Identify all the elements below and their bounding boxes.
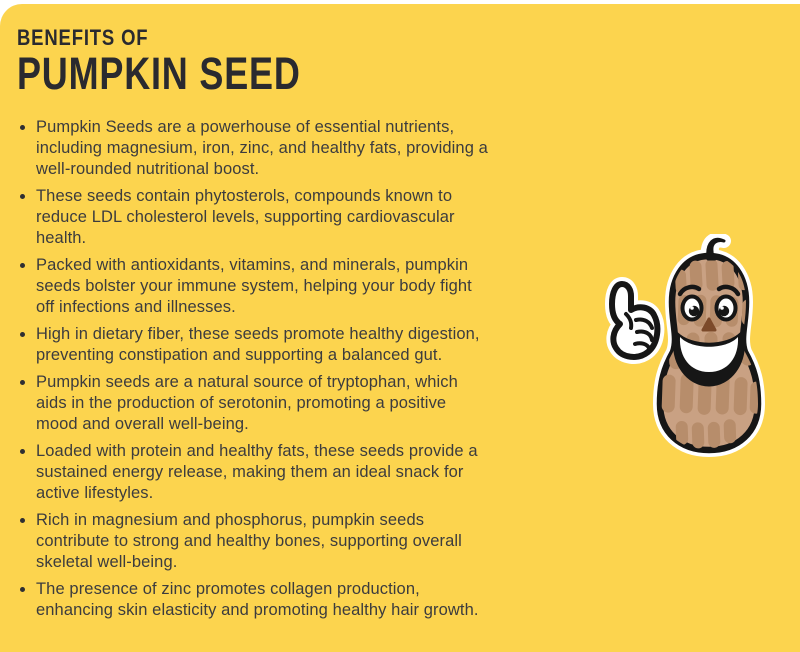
benefits-list <box>17 117 582 627</box>
peanut-mascot-icon <box>592 234 778 462</box>
list-item <box>17 441 582 504</box>
benefit-text: The presence of zinc promotes collagen production, enhancing skin elasticity and promoting healthy hair growth. <box>36 580 479 619</box>
bullet-dot <box>20 587 25 592</box>
benefits-card <box>0 4 800 652</box>
benefit-text: Pumpkin Seeds are a powerhouse of essential nutrients, including magnesium, iron, zinc, and healthy fats, providing a well-rounded nutritional boost. <box>36 118 488 178</box>
bullet-dot <box>20 263 25 268</box>
list-item <box>17 510 582 573</box>
bullet-dot <box>20 125 25 130</box>
bullet-dot <box>20 194 25 199</box>
list-item <box>17 324 582 366</box>
list-item <box>17 579 582 621</box>
benefit-text: Rich in magnesium and phosphorus, pumpkin seeds contribute to strong and healthy bones, supporting overall skeletal well-being. <box>36 511 462 571</box>
benefit-text: Packed with antioxidants, vitamins, and minerals, pumpkin seeds bolster your immune system, helping your body fight off infections and illnesses. <box>36 256 472 316</box>
list-item <box>17 372 582 435</box>
benefit-text: Pumpkin seeds are a natural source of tryptophan, which aids in the production of serotonin, promoting a positive mood and overall well-being. <box>36 373 458 433</box>
benefit-text: These seeds contain phytosterols, compounds known to reduce LDL cholesterol levels, supporting cardiovascular health. <box>36 187 455 247</box>
kicker: BENEFITS OF <box>17 25 149 50</box>
benefit-text: Loaded with protein and healthy fats, these seeds provide a sustained energy release, making them an ideal snack for active lifestyles. <box>36 442 478 502</box>
list-item <box>17 117 582 180</box>
bullet-dot <box>20 380 25 385</box>
benefit-text: High in dietary fiber, these seeds promote healthy digestion, preventing constipation and supporting a balanced gut. <box>36 325 480 364</box>
bullet-dot <box>20 518 25 523</box>
bullet-dot <box>20 449 25 454</box>
page-title: PUMPKIN SEED <box>17 48 301 99</box>
list-item <box>17 186 582 249</box>
list-item <box>17 255 582 318</box>
bullet-dot <box>20 332 25 337</box>
